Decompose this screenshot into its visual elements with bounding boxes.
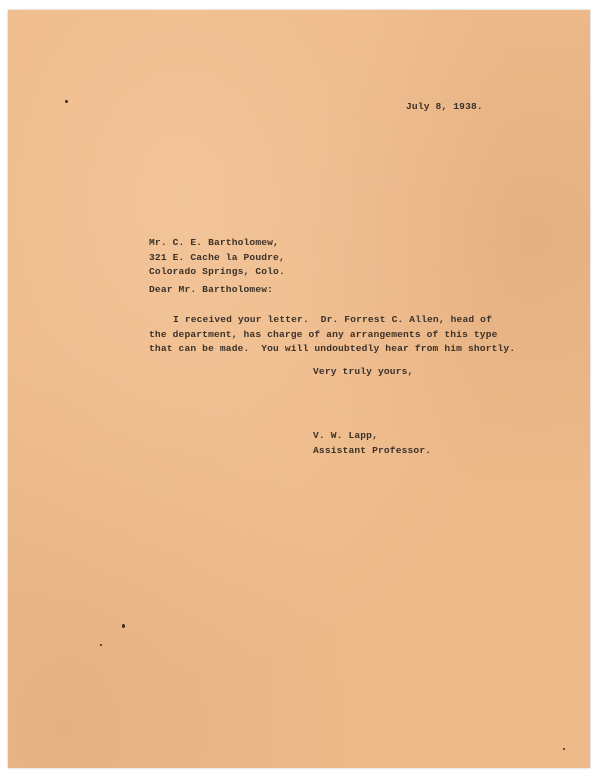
salutation: Dear Mr. Bartholomew: <box>149 284 274 295</box>
recipient-address <box>149 236 285 280</box>
letter-body <box>149 313 515 357</box>
body-line: the department, has charge of any arrangements of this type <box>149 328 498 340</box>
body-line: I received your letter. Dr. Forrest C. Allen, head of <box>173 314 492 325</box>
letter-date: July 8, 1938. <box>406 101 483 112</box>
paper-speck <box>65 100 68 103</box>
complimentary-closing: Very truly yours, <box>313 366 414 377</box>
signer-name: V. W. Lapp, <box>313 430 378 441</box>
body-line: that can be made. You will undoubtedly hear from him shortly. <box>149 343 516 354</box>
paper-speck <box>100 644 102 646</box>
letter-sheet <box>8 10 590 768</box>
recipient-name: Mr. C. E. Bartholomew, <box>149 237 279 248</box>
signature-block <box>313 429 431 458</box>
recipient-city: Colorado Springs, Colo. <box>149 266 285 277</box>
recipient-street: 321 E. Cache la Poudre, <box>149 251 285 263</box>
signer-title: Assistant Professor. <box>313 444 432 456</box>
paper-speck <box>563 748 565 750</box>
paper-speck <box>122 624 125 628</box>
